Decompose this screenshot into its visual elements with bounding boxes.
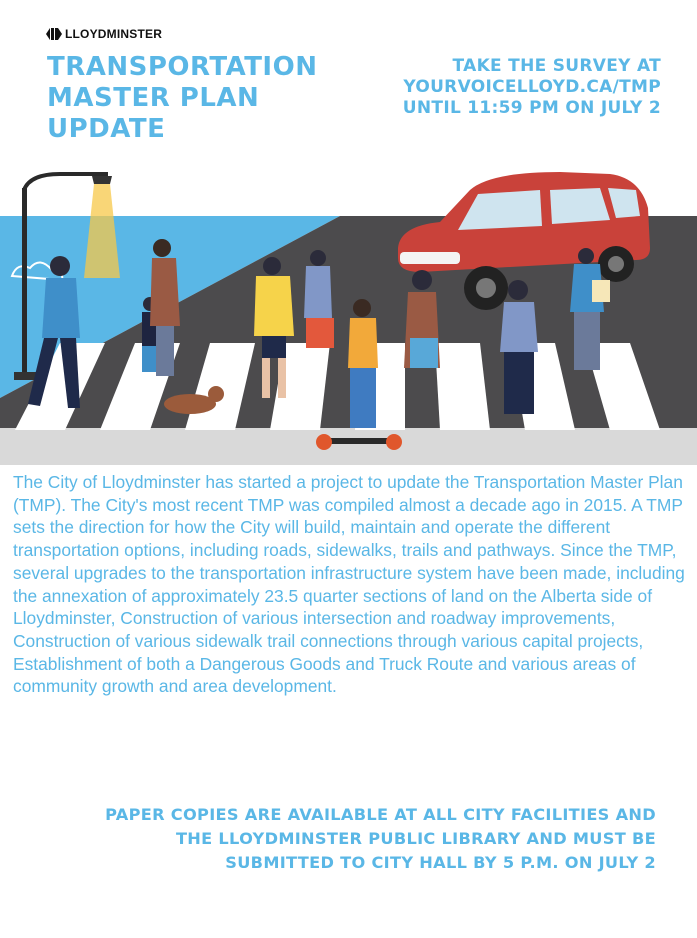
title-line: MASTER PLAN — [47, 83, 260, 113]
notice-line: PAPER COPIES ARE AVAILABLE AT ALL CITY FACILITIES AND — [105, 805, 656, 824]
survey-line: UNTIL 11:59 PM ON JULY 2 — [402, 98, 661, 118]
page-title — [47, 52, 317, 145]
sidewalk — [0, 428, 697, 465]
body-paragraph: The City of Lloydminster has started a project to update the Transportation Master Plan (TMP). The City's most recent TMP was compiled almost a decade ago in 2015. A TMP sets the direction for how the City will build, maintain and operate the different transportation options, including roads, sidewalks, trails and pathways. Since the TMP, several upgrades to the transportation infrastructure system have been made, including the annexation of approximately 23.5 quarter sections of land on the Alberta side of Lloydminster, Construction of various intersection and roadway improvements, Construction of various sidewalk trail connections through various capital projects, Establishment of both a Dangerous Goods and Truck Route and various areas of community growth and area development. — [13, 472, 685, 697]
notice-line: THE LLOYDMINSTER PUBLIC LIBRARY AND MUST BE — [175, 829, 656, 848]
lloydminster-emblem-icon — [46, 27, 62, 41]
title-line: UPDATE — [47, 114, 166, 144]
paper-copies-notice — [105, 803, 656, 875]
logo — [46, 27, 162, 41]
title-line: TRANSPORTATION — [47, 52, 318, 82]
survey-url[interactable]: YOURVOICELLOYD.CA/TMP — [403, 77, 661, 97]
crosswalk-illustration — [0, 168, 697, 465]
survey-callout — [403, 56, 661, 119]
notice-line: SUBMITTED TO CITY HALL BY 5 P.M. ON JULY 2 — [225, 853, 656, 872]
survey-line: TAKE THE SURVEY AT — [452, 56, 661, 76]
logo-text: LLOYDMINSTER — [65, 27, 163, 41]
